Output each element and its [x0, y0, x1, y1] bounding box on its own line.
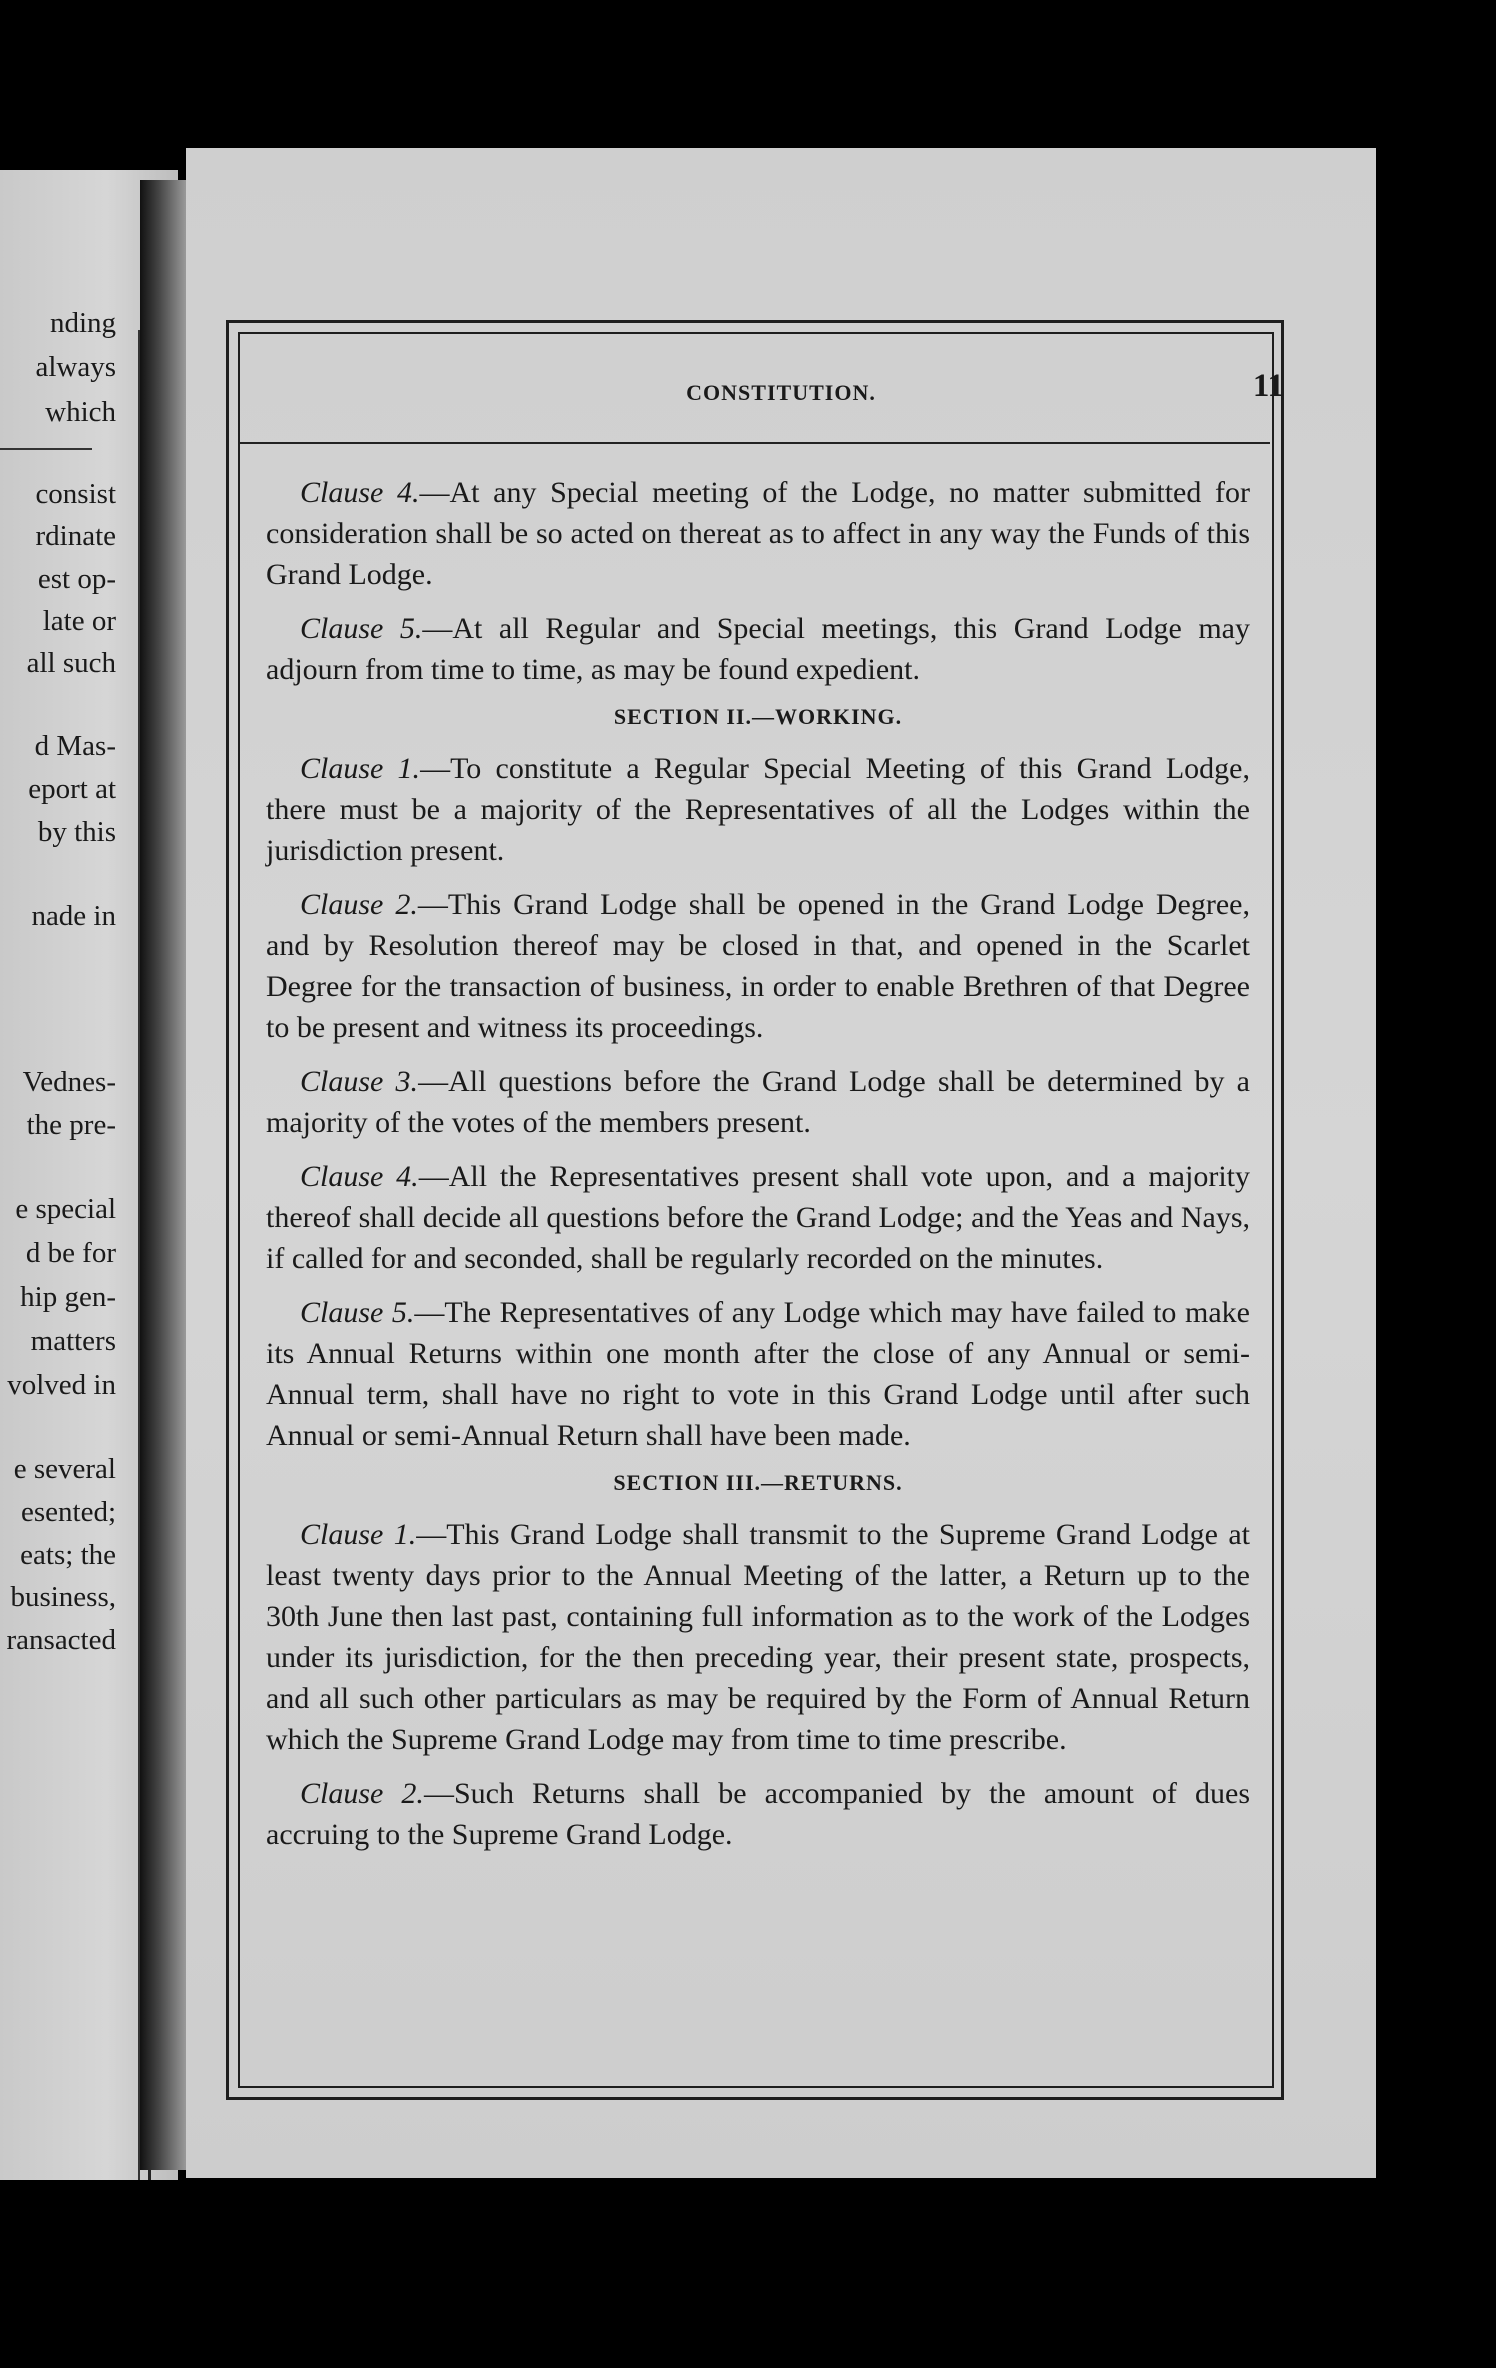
clause-label: Clause 5.: [300, 1296, 415, 1329]
previous-page-line: matters: [30, 1325, 116, 1357]
previous-page-line: nding: [49, 307, 116, 339]
clause-text: —To constitute a Regular Special Meeting of this Grand Lodge, there must be a majority of the Representatives of all the Lodges within the jurisdiction present.: [266, 752, 1250, 867]
clause-label: Clause 3.: [300, 1065, 419, 1098]
clause-text: —All the Representatives present shall vote upon, and a majority thereof shall decide all questions before the Grand Lodge; and the Yeas and Nays, if called for and seconded, shall be regularly recorded on the minutes.: [266, 1160, 1250, 1275]
clause-paragraph: [266, 1292, 1250, 1456]
clause-text: —The Representatives of any Lodge which may have failed to make its Annual Returns within one month after the close of any Annual or semi-Annual term, shall have no right to vote in this Grand Lodge until after such Annual or semi-Annual Return shall have been made.: [266, 1296, 1250, 1452]
clause-label: Clause 1.: [300, 1518, 417, 1551]
clause-text: —At any Special meeting of the Lodge, no matter submitted for consideration shall be so acted on thereat as to affect in any way the Funds of this Grand Lodge.: [266, 476, 1250, 591]
clause-label: Clause 5.: [300, 612, 423, 645]
previous-page-line: all such: [26, 647, 116, 679]
clause-paragraph: [266, 884, 1250, 1048]
book-spine: [140, 180, 186, 2170]
clause-paragraph: [266, 608, 1250, 690]
header-rule: [240, 442, 1270, 444]
previous-page-line: e special: [15, 1193, 116, 1225]
previous-page-line: e several: [13, 1453, 116, 1485]
clause-paragraph: [266, 1156, 1250, 1279]
previous-page-line: consist: [35, 478, 116, 510]
clause-text: —This Grand Lodge shall be opened in the Grand Lodge Degree, and by Resolution thereof may be closed in that, and opened in the Scarlet Degree for the transaction of business, in order to enable Brethren of that Degree to be present and witness its proceedings.: [266, 888, 1250, 1044]
clause-paragraph: [266, 1773, 1250, 1855]
clause-text: —All questions before the Grand Lodge shall be determined by a majority of the votes of the members present.: [266, 1065, 1250, 1139]
clause-paragraph: [266, 472, 1250, 595]
clause-label: Clause 2.: [300, 888, 418, 921]
previous-page-line: by this: [37, 816, 116, 848]
previous-page-line: d Mas-: [34, 730, 116, 762]
section-heading: SECTION II.—WORKING.: [613, 704, 903, 729]
previous-page-line: esented;: [20, 1496, 116, 1528]
previous-page-line: the pre-: [26, 1109, 116, 1141]
previous-page-line: eats; the: [20, 1539, 116, 1571]
previous-page-line: Vednes-: [22, 1066, 116, 1098]
previous-page-line: late or: [42, 605, 116, 637]
previous-page-line: d be for: [25, 1237, 116, 1269]
clause-label: Clause 4.: [300, 476, 420, 509]
clause-text: —This Grand Lodge shall transmit to the Supreme Grand Lodge at least twenty days prior to the Annual Meeting of the latter, a Return up to the 30th June then last past, containing full information as to the work of the Lodges under its jurisdiction, for the then preceding year, their present state, prospects, and all such other particulars as may be required by the Form of Annual Return which the Supreme Grand Lodge may from time to time prescribe.: [266, 1518, 1250, 1756]
previous-page-line: nade in: [31, 900, 116, 932]
previous-page-line: eport at: [28, 773, 116, 805]
clause-label: Clause 1.: [300, 752, 421, 785]
previous-page-line: which: [45, 396, 116, 428]
previous-page-line: rdinate: [35, 520, 116, 552]
clause-text: —At all Regular and Special meetings, this Grand Lodge may adjourn from time to time, as may be found expedient.: [266, 612, 1250, 686]
clause-text: —Such Returns shall be accompanied by the amount of dues accruing to the Supreme Grand Lodge.: [266, 1777, 1250, 1851]
running-head: CONSTITUTION.: [686, 380, 876, 405]
previous-page-line: ransacted: [6, 1624, 116, 1656]
previous-page-line: business,: [10, 1581, 116, 1613]
page-number: 11: [1252, 368, 1284, 404]
clause-paragraph: [266, 1061, 1250, 1143]
clause-label: Clause 4.: [300, 1160, 419, 1193]
previous-page-header-rule: [0, 448, 92, 450]
previous-page-line: always: [35, 351, 116, 383]
section-heading: SECTION III.—RETURNS.: [613, 1470, 903, 1495]
clause-label: Clause 2.: [300, 1777, 424, 1810]
previous-page-line: volved in: [7, 1369, 116, 1401]
clause-paragraph: [266, 1514, 1250, 1760]
page: [186, 148, 1376, 2178]
previous-page-line: hip gen-: [20, 1281, 116, 1313]
previous-page-line: est op-: [37, 563, 116, 595]
clause-paragraph: [266, 748, 1250, 871]
body-text: [266, 472, 1250, 1868]
